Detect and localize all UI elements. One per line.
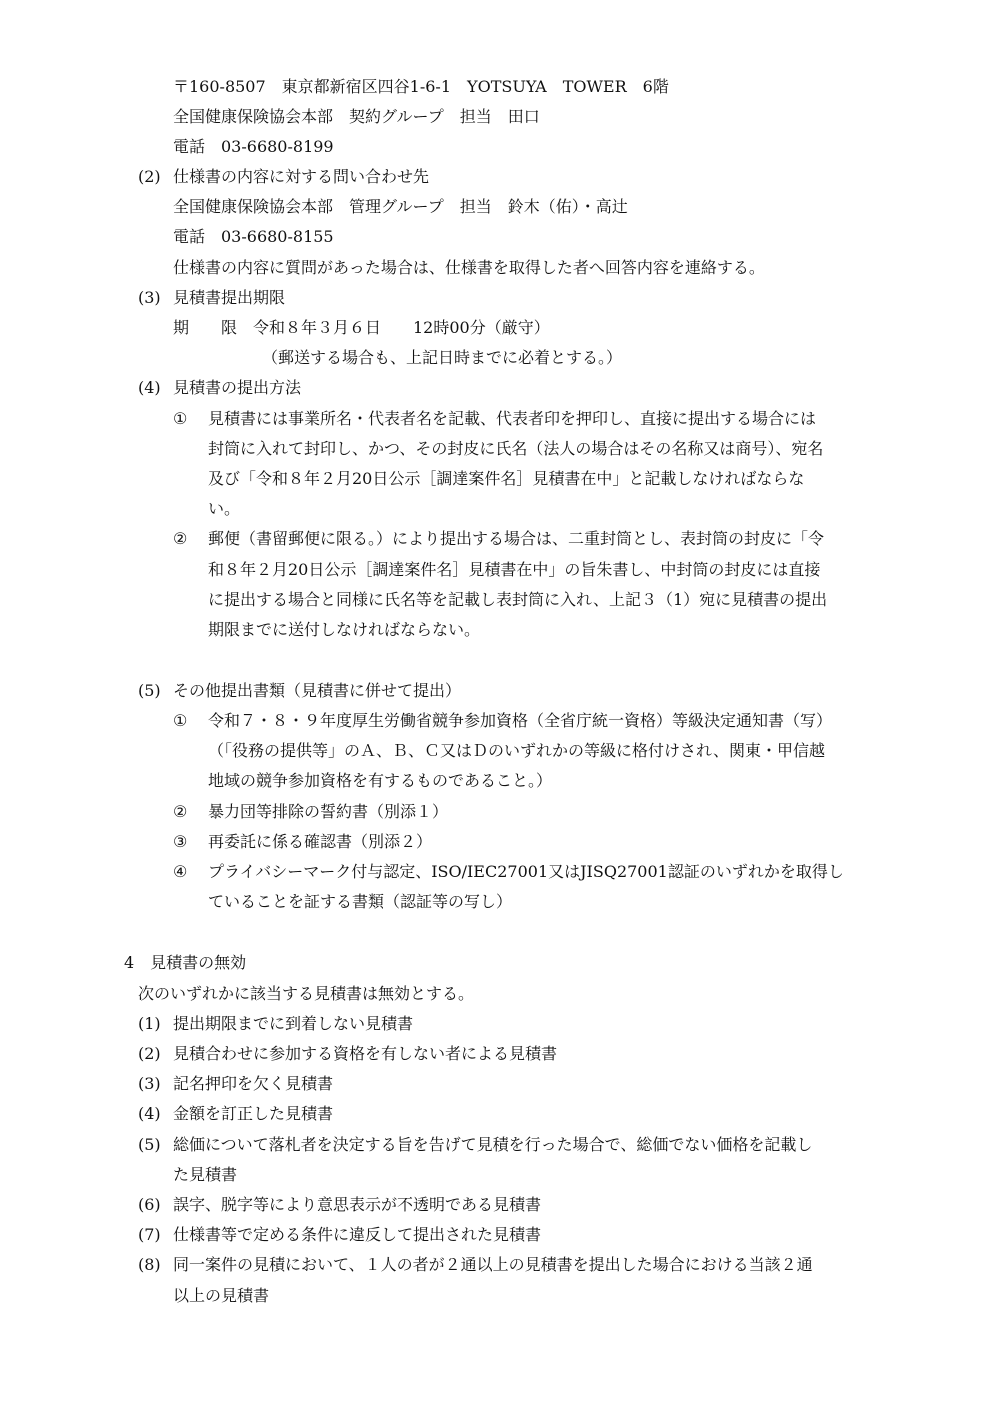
chapter-4-item-7-line-1: 仕様書等で定める条件に違反して提出された見積書 <box>173 1225 542 1244</box>
chapter-4-item-6-line-1: 誤字、脱字等により意思表示が不透明である見積書 <box>173 1195 542 1214</box>
section-4-item-1-marker: ① <box>173 409 188 428</box>
section-3-note: （郵送する場合も、上記日時までに必着とする。） <box>262 348 623 367</box>
chapter-4-item-8-line-1: 同一案件の見積において、１人の者が２通以上の見積書を提出した場合における当該２通 <box>173 1255 813 1274</box>
contact-postal-address: 〒160-8507 東京都新宿区四谷1-6-1 YOTSUYA TOWER 6階 <box>173 77 669 96</box>
section-2-note: 仕様書の内容に質問があった場合は、仕様書を取得した者へ回答内容を連絡する。 <box>173 258 765 277</box>
chapter-4-intro: 次のいずれかに該当する見積書は無効とする。 <box>138 984 475 1003</box>
section-2-organization: 全国健康保険協会本部 管理グループ 担当 鈴木（佑）・高辻 <box>173 197 628 216</box>
section-5-title: その他提出書類（見積書に併せて提出） <box>173 681 462 700</box>
section-4-item-2-line-1: 郵便（書留郵便に限る。）により提出する場合は、二重封筒とし、表封筒の封皮に「令 <box>208 529 825 548</box>
chapter-4-item-4-line-1: 金額を訂正した見積書 <box>173 1104 334 1123</box>
section-5-item-1-line-3: 地域の競争参加資格を有するものであること。） <box>208 771 553 790</box>
section-4-item-1-line-3: 及び「令和８年２月20日公示［調達案件名］見積書在中」と記載しなければならな <box>208 469 805 488</box>
chapter-4-item-5-marker: (5) <box>138 1135 161 1154</box>
section-4-number: (4) <box>138 378 161 397</box>
chapter-4-heading: 4 見積書の無効 <box>124 953 247 972</box>
contact-organization: 全国健康保険協会本部 契約グループ 担当 田口 <box>173 107 540 126</box>
section-3-title: 見積書提出期限 <box>173 288 286 307</box>
section-3-deadline: 期 限 令和８年３月６日 12時00分（厳守） <box>173 318 550 337</box>
chapter-4-item-6-marker: (6) <box>138 1195 161 1214</box>
section-4-item-1-line-4: い。 <box>208 499 241 518</box>
section-4-item-2-line-2: 和８年２月20日公示［調達案件名］見積書在中」の旨朱書し、中封筒の封皮には直接 <box>208 560 821 579</box>
chapter-4-item-4-marker: (4) <box>138 1104 161 1123</box>
section-5-item-2-marker: ② <box>173 802 188 821</box>
section-5-item-4-marker: ④ <box>173 862 188 881</box>
section-4-item-1-line-2: 封筒に入れて封印し、かつ、その封皮に氏名（法人の場合はその名称又は商号）、宛名 <box>208 439 824 458</box>
section-5-item-3-marker: ③ <box>173 832 188 851</box>
section-2-number: (2) <box>138 167 161 186</box>
section-4-title: 見積書の提出方法 <box>173 378 302 397</box>
chapter-4-item-3-line-1: 記名押印を欠く見積書 <box>173 1074 334 1093</box>
section-5-item-4-line-1: プライバシーマーク付与認定、ISO/IEC27001又はJISQ27001認証のいずれかを取得し <box>208 862 844 881</box>
chapter-4-item-8-line-2: 以上の見積書 <box>173 1286 270 1305</box>
contact-phone: 電話 03-6680-8199 <box>173 137 334 156</box>
chapter-4-item-1-line-1: 提出期限までに到着しない見積書 <box>173 1014 414 1033</box>
section-5-item-3-line-1: 再委託に係る確認書（別添２） <box>208 832 433 851</box>
section-4-item-2-marker: ② <box>173 529 188 548</box>
chapter-4-item-7-marker: (7) <box>138 1225 161 1244</box>
section-2-phone: 電話 03-6680-8155 <box>173 227 334 246</box>
chapter-4-item-2-line-1: 見積合わせに参加する資格を有しない者による見積書 <box>173 1044 558 1063</box>
section-5-item-1-marker: ① <box>173 711 188 730</box>
section-4-item-2-line-4: 期限までに送付しなければならない。 <box>208 620 481 639</box>
section-5-item-1-line-1: 令和７・８・９年度厚生労働省競争参加資格（全省庁統一資格）等級決定通知書（写） <box>208 711 833 730</box>
section-4-item-1-line-1: 見積書には事業所名・代表者名を記載、代表者印を押印し、直接に提出する場合には <box>208 409 817 428</box>
section-4-item-2-line-3: に提出する場合と同様に氏名等を記載し表封筒に入れ、上記３（1）宛に見積書の提出 <box>208 590 828 609</box>
chapter-4-item-8-marker: (8) <box>138 1255 161 1274</box>
chapter-4-item-2-marker: (2) <box>138 1044 161 1063</box>
chapter-4-item-5-line-2: た見積書 <box>173 1165 238 1184</box>
chapter-4-item-3-marker: (3) <box>138 1074 161 1093</box>
section-5-item-4-line-2: ていることを証する書類（認証等の写し） <box>208 892 513 911</box>
chapter-4-item-5-line-1: 総価について落札者を決定する旨を告げて見積を行った場合で、総価でない価格を記載し <box>173 1135 813 1154</box>
section-5-number: (5) <box>138 681 161 700</box>
section-5-item-1-line-2: （「役務の提供等」のＡ、Ｂ、Ｃ又はＤのいずれかの等級に格付けされ、関東・甲信越 <box>208 741 825 760</box>
section-5-item-2-line-1: 暴力団等排除の誓約書（別添１） <box>208 802 449 821</box>
chapter-4-item-1-marker: (1) <box>138 1014 161 1033</box>
section-3-number: (3) <box>138 288 161 307</box>
section-2-title: 仕様書の内容に対する問い合わせ先 <box>173 167 430 186</box>
